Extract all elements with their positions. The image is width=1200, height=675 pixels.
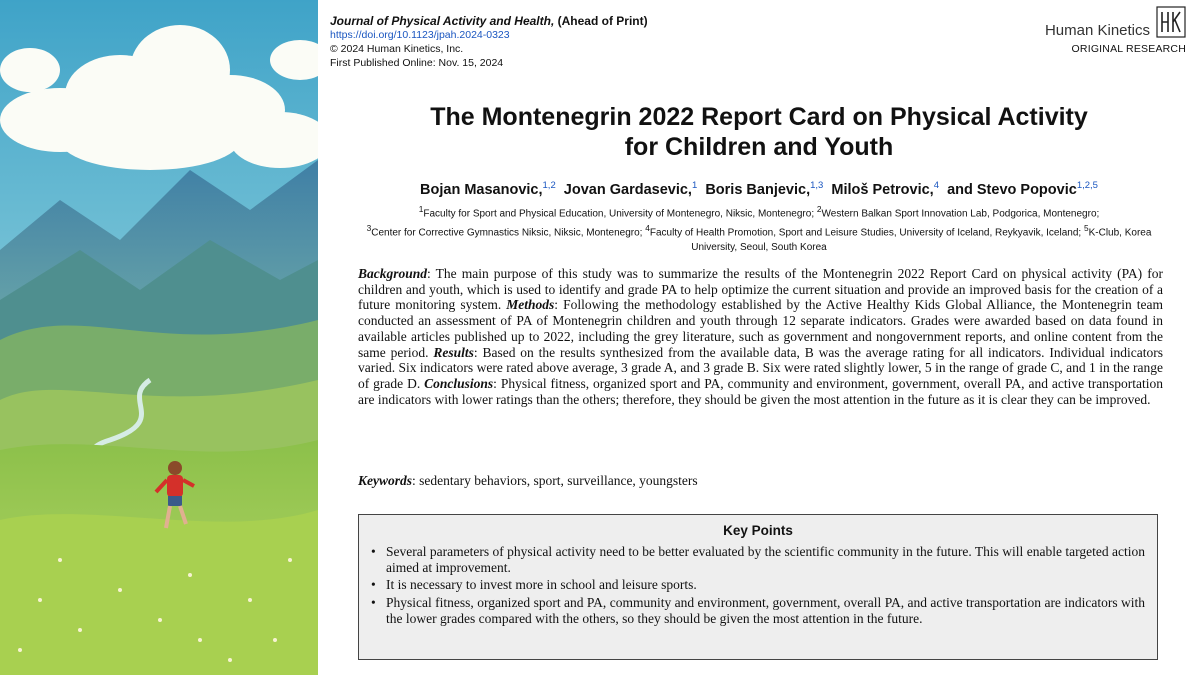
abstract-methods-label: Methods [506, 297, 555, 313]
abstract [358, 266, 1163, 407]
article-title [318, 102, 1200, 162]
author-list [318, 180, 1200, 198]
key-points-box [358, 514, 1158, 660]
affiliation: Faculty for Sport and Physical Education, University of Montenegro, Niksic, Montenegro; [423, 208, 817, 220]
keywords [358, 473, 698, 489]
abstract-results-label: Results [433, 344, 474, 360]
author: Boris Banjevic,$^{1,3}$ [705, 180, 824, 198]
author: and Stevo Popovic$^{1,2,5}$ [947, 180, 1098, 198]
journal-header [330, 14, 648, 70]
human-kinetics-logo-icon [1156, 6, 1186, 38]
doi-link[interactable]: https://doi.org/10.1123/jpah.2024-0323 [330, 29, 510, 41]
published-date: First Published Online: Nov. 15, 2024 [330, 57, 504, 69]
key-points-list [359, 544, 1157, 627]
author: Bojan Masanovic,$^{1,2}$ [420, 180, 556, 198]
abstract-background-label: Background [358, 266, 428, 281]
abstract-conclusions: : Physical fitness, organized sport and PA, community and environment, government, overall PA, and active transportation are indicators with lower ratings than the others; therefore, they should be given the most attention in the future as it is clear they can be improved. [358, 375, 1163, 407]
publication-status: (Ahead of Print) [557, 14, 648, 28]
affiliation: Center for Corrective Gymnastics Niksic, Niksic, Montenegro; [371, 227, 646, 239]
key-point: • Physical fitness, organized sport and PA, community and environment, government, overall PA, and active transportation are indicators with the lower grades compared with the others, so they should be given the most attention in the future. [371, 595, 1145, 626]
journal-line [330, 14, 648, 28]
author: Miloš Petrovic,$^4$ [831, 180, 940, 198]
key-point: • Several parameters of physical activity need to be better evaluated by the scientific community in the future. This will enable targeted action aimed at improvement. [371, 544, 1145, 575]
article-section: ORIGINAL RESEARCH [1071, 43, 1186, 55]
copyright: © 2024 Human Kinetics, Inc. [330, 43, 464, 55]
keywords-text: : sedentary behaviors, sport, surveillance, youngsters [412, 473, 698, 488]
key-point: • It is necessary to invest more in school and leisure sports. [371, 577, 1145, 593]
publisher-header [1045, 6, 1186, 55]
affiliation: K-Club, Korea University, Seoul, South Korea [691, 227, 1152, 253]
title-line-1: The Montenegrin 2022 Report Card on Physical Activity [430, 103, 1088, 131]
affiliations: $^1$Faculty for Sport and Physical Education, University of Montenegro, Niksic, Montenegro; $^2$Western Balkan Sport Innovation Lab, Podgorica, Montenegro; $^3$Center for Corrective Gymnastics Niksic, Niksic, Montenegro; $^4$Faculty of Health Promotion, Sport and Leisure Studies, University of Iceland, Reykyavik, Iceland; $^5$K-Club, Korea University, Seoul, South Korea [366, 204, 1152, 253]
title-line-2: for Children and Youth [624, 133, 894, 161]
affiliation: Faculty of Health Promotion, Sport and Leisure Studies, University of Iceland, Reykyavik, Iceland; [649, 227, 1084, 239]
journal-name: Journal of Physical Activity and Health, [330, 14, 555, 28]
abstract-background: : The main purpose of this study was to summarize the results of the Montenegrin 2022 Report Card on physical activity (PA) for children and youth, which is used to identify and grade PA to help optimize the current situation and provide an improved basis for the creation of a future monitoring system. [358, 266, 1163, 313]
affiliation: Western Balkan Sport Innovation Lab, Podgorica, Montenegro; [821, 208, 1100, 220]
key-points-title: Key Points [723, 523, 793, 538]
author: Jovan Gardasevic,$^1$ [563, 180, 698, 198]
abstract-conclusions-label: Conclusions [424, 375, 494, 391]
abstract-results: : Based on the results synthesized from the available data, B was the average rating for all indicators. Individual indicators varied. Six indicators were rated above average, 3 grade A, and 3 grade B. Six were rated slightly lower, 5 in the range of grade C, and 1 in the range of grade D. [358, 344, 1163, 391]
keywords-label: Keywords [358, 473, 412, 488]
abstract-methods: : Following the methodology established by the Active Healthy Kids Global Alliance, the Montenegrin team conducted an assessment of PA of Montenegrin children and youth through 12 separate indicators. Grades were awarded based on data found in available articles published up to 2022, including the grey literature, such as government and nongovernment reports, and online content from the same period. [358, 297, 1163, 360]
landscape-illustration [0, 0, 318, 675]
article-page [318, 0, 1200, 675]
publisher-name: Human Kinetics [1044, 22, 1150, 39]
cover-illustration [0, 0, 318, 675]
